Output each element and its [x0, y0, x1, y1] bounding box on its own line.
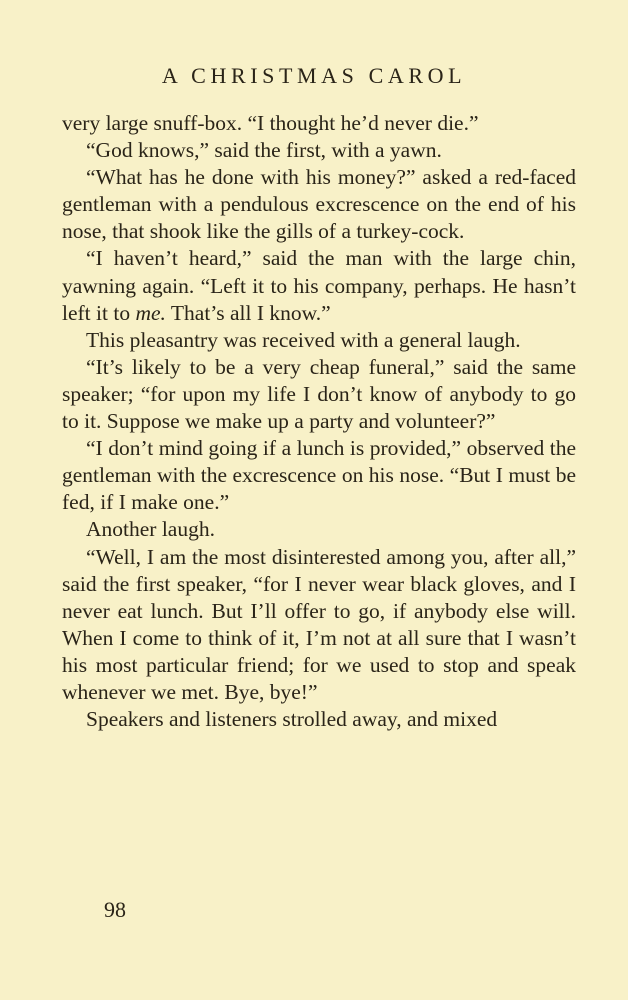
- paragraph-text-tail: That’s all I know.”: [165, 300, 331, 325]
- paragraph: “It’s likely to be a very cheap funeral,” said the same speaker; “for upon my life I don’t know of anybody to go to it. Suppose we make up a party and volunteer?”: [62, 354, 576, 434]
- italic-emphasis: me.: [135, 300, 166, 325]
- paragraph: This pleasantry was received with a general laugh.: [86, 327, 521, 352]
- paragraph: Speakers and listeners strolled away, and mixed: [86, 707, 498, 732]
- body-text: [62, 110, 576, 733]
- paragraph: “Well, I am the most disinterested among you, after all,” said the first speaker, “for I never wear black gloves, and I never eat lunch. But I’ll offer to go, if anybody else will. When I come to think of it, I’m not at all sure that I wasn’t his most particular friend; for we used to stop and speak whenever we met. Bye, bye!”: [62, 544, 576, 704]
- paragraph: very large snuff-box. “I thought he’d never die.”: [62, 111, 479, 135]
- running-head: A CHRISTMAS CAROL: [161, 63, 467, 88]
- paragraph: “What has he done with his money?” asked a red-faced gentleman with a pendulous excrescence on the end of his nose, that shook like the gills of a turkey-cock.: [62, 165, 576, 244]
- paragraph: [62, 245, 576, 326]
- paragraph: “I don’t mind going if a lunch is provided,” observed the gentleman with the excrescence on his nose. “But I must be fed, if I make one.”: [62, 436, 576, 515]
- page-number: 98: [104, 897, 126, 922]
- paragraph: Another laugh.: [86, 517, 215, 542]
- paragraph: “God knows,” said the first, with a yawn.: [86, 138, 442, 163]
- paragraph-text: “I haven’t heard,” said the man with the large chin, yawning again. “Left it to his company, perhaps. He hasn’t left it to: [62, 246, 576, 325]
